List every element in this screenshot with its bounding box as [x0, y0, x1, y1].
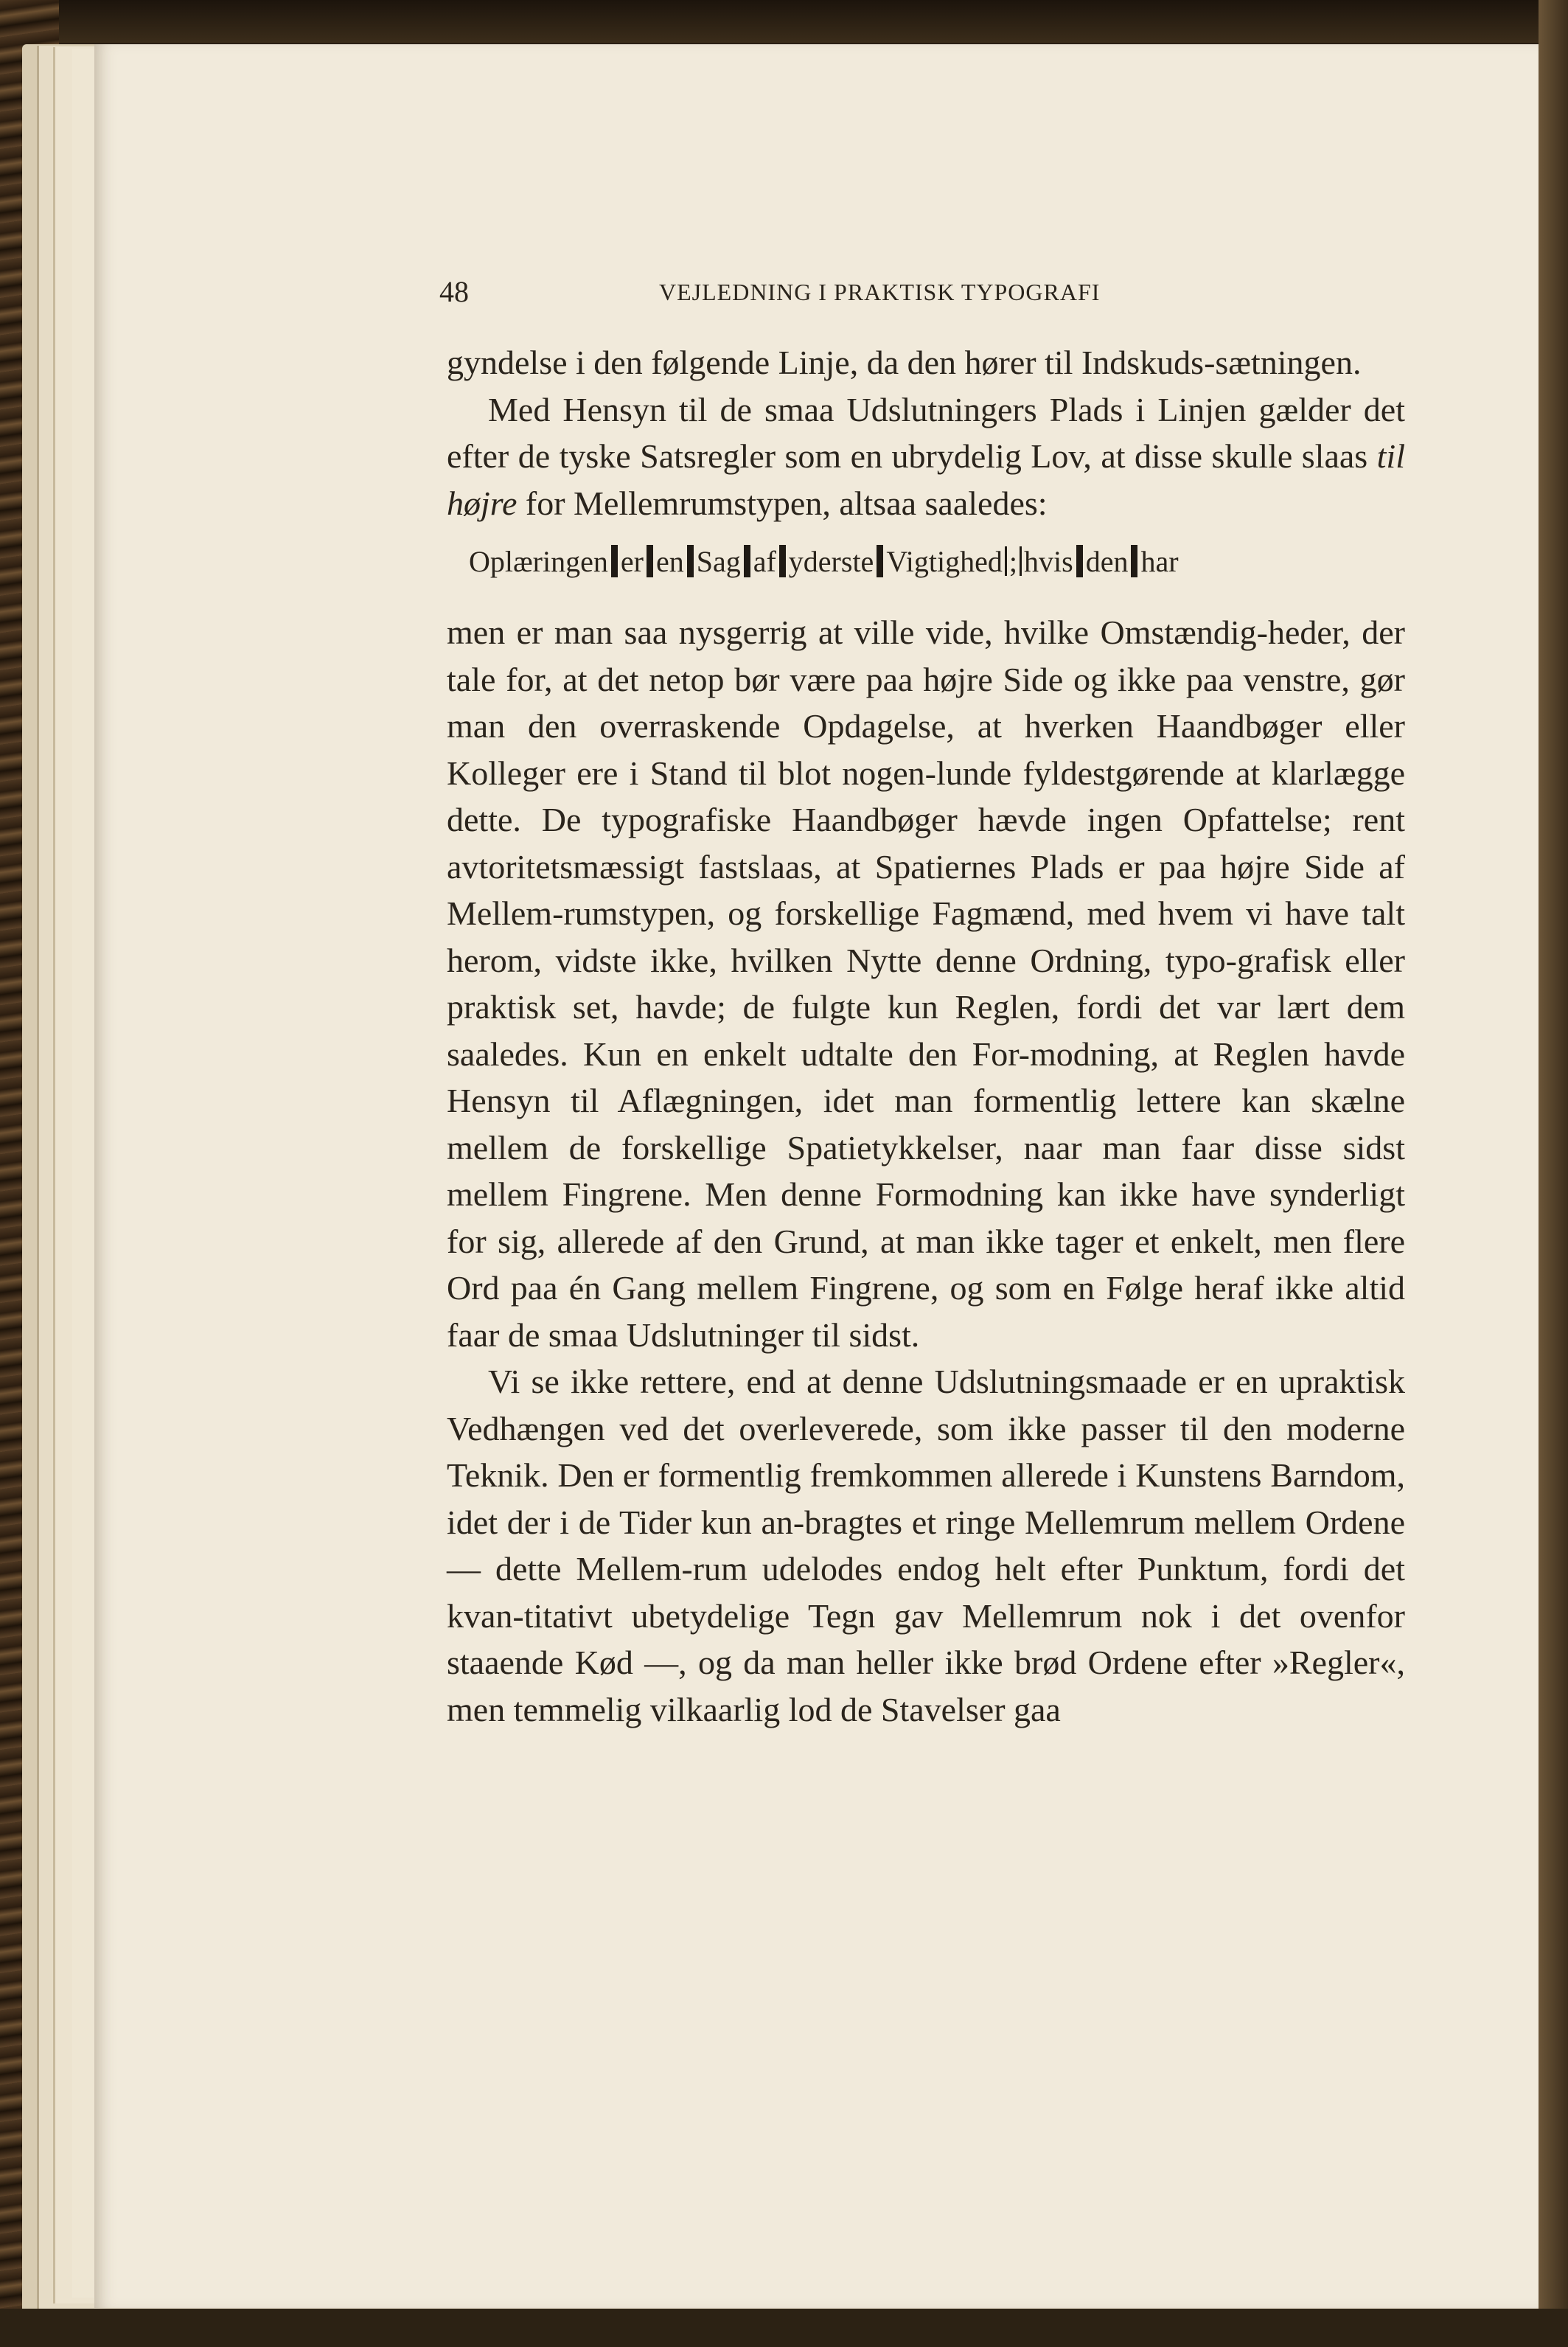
paragraph: Vi se ikke rettere, end at denne Udslutningsmaade er en upraktisk Vedhængen ved det overleverede, som ikke passer til den moderne Teknik. Den er formentlig fremkommen allerede i Kunstens Barndom, idet der i de Tider kun an-bragtes et ringe Mellemrum mellem Ordene — dette Mellem-rum udelodes endog helt efter Punktum, fordi det kvan-titativt ubetydelige Tegn gav Mellemrum nok i det ovenfor staaende Kød —, og da man heller ikke brød Ordene efter »Regler«, men temmelig vilkaarlig lod de Stavelser gaa: [447, 1363, 1405, 1728]
space-block: [779, 545, 786, 577]
example-word: ;: [1008, 545, 1018, 578]
body-text: [447, 339, 1405, 1733]
page-number: 48: [439, 275, 469, 308]
space-block: [687, 545, 694, 577]
example-word: har: [1140, 545, 1179, 578]
paragraph: [447, 386, 1405, 527]
space-block: [744, 545, 750, 577]
space-block: [1131, 545, 1137, 577]
space-block: [1020, 546, 1022, 576]
book-bottom-edge: [0, 2309, 1568, 2347]
example-word: hvis: [1024, 545, 1073, 578]
example-word: er: [620, 545, 644, 578]
space-block: [611, 545, 618, 577]
paragraph: men er man saa nysgerrig at ville vide, hvilke Omstændig-heder, der tale for, at det netop bør være paa højre Side og ikke paa venstre, gør man den overraskende Opdagelse, at hverken Haandbøger eller Kolleger ere i Stand til blot nogen-lunde fyldestgørende at klarlægge dette. De typografiske Haandbøger hævde ingen Opfattelse; rent avtoritetsmæssigt fastslaas, at Spatiernes Plads er paa højre Side af Mellem-rumstypen, og forskellige Fagmænd, med hvem vi have talt herom, vidste ikke, hvilken Nytte denne Ordning, typo-grafisk eller praktisk set, havde; de fulgte kun Reglen, fordi det var lært dem saaledes. Kun en enkelt udtalte den For-modning, at Reglen havde Hensyn til Aflægningen, idet man formentlig lettere kan skælne mellem de forskellige Spatietykkelser, naar man faar disse sidst mellem Fingrene. Men denne Formodning kan ikke have synderligt for sig, allerede af den Grund, at man ikke tager et enkelt, men flere Ord paa én Gang mellem Fingrene, og som en Følge heraf ikke altid faar de smaa Udslutninger til sidst.: [447, 613, 1405, 1354]
example-word: Sag: [696, 545, 741, 578]
running-head: VEJLEDNING I PRAKTISK TYPOGRAFI: [659, 279, 1101, 305]
space-block: [877, 545, 883, 577]
example-word: Oplæringen: [469, 545, 608, 578]
space-block: [1076, 545, 1083, 577]
book-right-edge: [1539, 0, 1568, 2347]
book-top-edge: [0, 0, 1568, 43]
paragraph: gyndelse i den følgende Linje, da den hører til Indskuds-sætningen.: [447, 344, 1362, 381]
example-word: den: [1085, 545, 1129, 578]
spacing-example: [469, 540, 1405, 584]
space-block: [647, 545, 653, 577]
page-header: [439, 274, 1412, 311]
example-word: en: [655, 545, 684, 578]
example-word: yderste: [788, 545, 874, 578]
italic-phrase: til højre: [447, 437, 1405, 522]
text-span: Med Hensyn til de smaa Udslutningers Plads i Linjen gælder det efter de tyske Satsregler som en ubrydelig Lov, at disse skulle slaas: [447, 390, 1405, 475]
text-span: for Mellemrumstypen, altsaa saaledes:: [517, 484, 1048, 522]
space-block: [1005, 546, 1007, 576]
example-word: Vigtighed: [886, 545, 1003, 578]
example-word: af: [753, 545, 776, 578]
